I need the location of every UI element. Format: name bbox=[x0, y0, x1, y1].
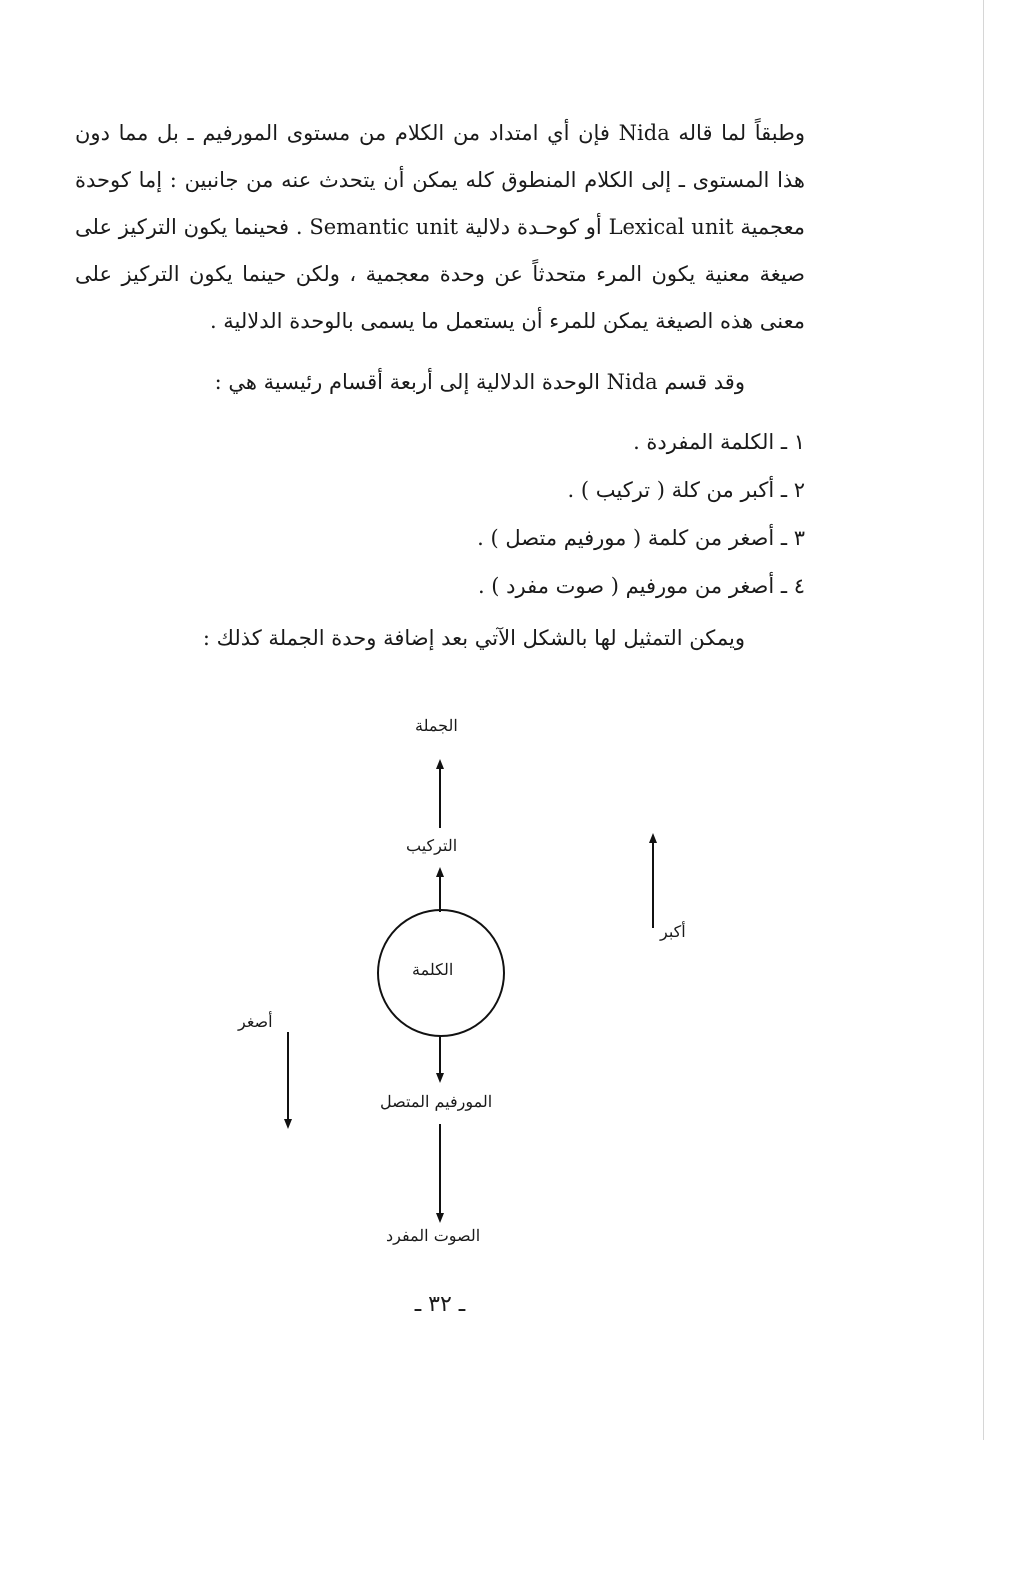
paragraph-figure-intro: ويمكن التمثيل لها بالشكل الآتي بعد إضافة وحدة الجملة كذلك : bbox=[202, 626, 745, 650]
label-sentence: الجملة bbox=[415, 716, 458, 735]
list-item: ٣ ـ أصغر من كلمة ( مورفيم متصل ) . bbox=[477, 526, 805, 550]
label-compound: التركيب bbox=[406, 836, 458, 855]
list-item: ٢ ـ أكبر من كلة ( تركيب ) . bbox=[567, 478, 805, 502]
list-item: ١ ـ الكلمة المفردة . bbox=[633, 430, 805, 454]
page-number: ـ ٣٢ ـ bbox=[414, 1292, 466, 1317]
label-bound-morpheme: المورفيم المتصل bbox=[380, 1092, 493, 1111]
scan-edge-line bbox=[983, 0, 984, 1440]
label-smaller: أصغر bbox=[238, 1012, 273, 1031]
list-item: ٤ ـ أصغر من مورفيم ( صوت مفرد ) . bbox=[477, 574, 805, 598]
label-bigger: أكبر bbox=[660, 922, 686, 941]
unit-list bbox=[75, 418, 805, 610]
paragraph-division: وقد قسم Nida الوحدة الدلالية إلى أربعة أقسام رئيسية هي : bbox=[214, 370, 745, 394]
paragraph-intro: وطبقاً لما قاله Nida فإن أي امتداد من الكلام من مستوى المورفيم ـ بل مما دون هذا المستوى ـ إلى الكلام المنطوق كله يمكن أن يتحدث عنه من جانبين : إما كوحدة معجمية Lexical unit أو كوحـدة دلالية Semantic unit . فحينما يكون التركيز على صيغة معنية يكون المرء متحدثاً عن وحدة معجمية ، ولكن حينما يكون التركيز على معنى هذه الصيغة يمكن للمرء أن يستعمل ما يسمى بالوحدة الدلالية . bbox=[75, 121, 805, 333]
label-word: الكلمة bbox=[412, 960, 454, 979]
label-single-sound: الصوت المفرد bbox=[386, 1226, 481, 1245]
